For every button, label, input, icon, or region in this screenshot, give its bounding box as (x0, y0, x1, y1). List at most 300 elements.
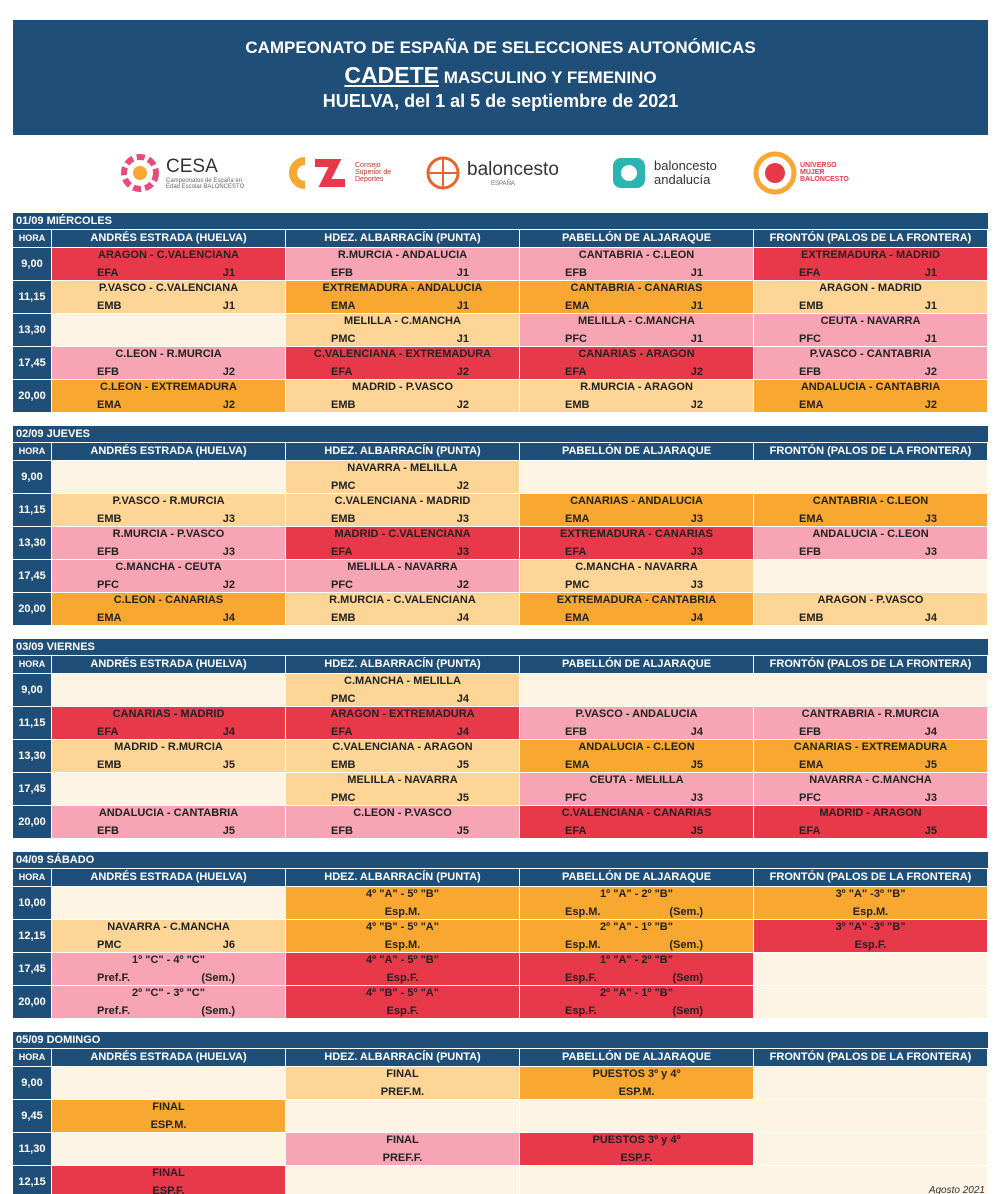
time-label: 17,45 (13, 773, 51, 805)
match-round: J2 (690, 366, 703, 378)
match-teams: C.MANCHA - CEUTA (115, 561, 222, 573)
title-line-1: CAMPEONATO DE ESPAÑA DE SELECCIONES AUTONÓMICAS (245, 38, 756, 57)
match-teams: CANTRABRIA - R.MURCIA (801, 708, 940, 720)
match-category: EMB (331, 513, 356, 525)
time-slot-row (13, 593, 988, 625)
match-category: Esp.F. (386, 972, 419, 984)
title-banner (13, 20, 988, 135)
match-cell (520, 1100, 753, 1132)
time-label: 20,00 (13, 380, 51, 412)
match-cell (754, 1067, 987, 1099)
match-teams: EXTREMADURA - ANDALUCIA (322, 282, 483, 294)
match-category: Esp.M. (384, 939, 421, 951)
column-header-row (13, 443, 988, 460)
match-cell (52, 707, 285, 739)
csd-logo (285, 140, 400, 205)
match-round: (Sem.) (669, 939, 703, 951)
match-cell (520, 986, 753, 1018)
match-teams: P.VASCO - ANDALUCIA (575, 708, 698, 720)
match-teams: C.VALENCIANA - ARAGON (332, 741, 473, 753)
match-cell (286, 806, 519, 838)
match-teams: ANDALUCIA - CANTABRIA (98, 807, 239, 819)
column-header-hora: HORA (13, 230, 51, 247)
day-block (13, 213, 988, 412)
match-category: EMB (331, 759, 356, 771)
match-cell (520, 674, 753, 706)
match-cell (754, 314, 987, 346)
match-category: PMC (97, 939, 122, 951)
match-cell (286, 494, 519, 526)
match-round: J5 (222, 759, 235, 771)
time-slot-row (13, 461, 988, 493)
match-cell (52, 560, 285, 592)
feb-logo (425, 140, 559, 205)
column-header-hora: HORA (13, 869, 51, 886)
match-category: EMB (97, 759, 122, 771)
match-category: PMC (331, 693, 356, 705)
match-teams: MADRID - C.VALENCIANA (334, 528, 471, 540)
match-teams: C.VALENCIANA - CANARIAS (561, 807, 712, 819)
match-cell (286, 560, 519, 592)
day-block (13, 426, 988, 625)
match-category: ESP.M. (618, 1086, 655, 1098)
match-teams: C.LEON - P.VASCO (353, 807, 452, 819)
match-teams: FINAL (386, 1068, 419, 1080)
match-cell (286, 707, 519, 739)
match-cell (52, 887, 285, 919)
time-label: 20,00 (13, 593, 51, 625)
match-category: EFB (799, 366, 821, 378)
match-teams: EXTREMADURA - CANTABRIA (556, 594, 717, 606)
match-teams: NAVARRA - C.MANCHA (809, 774, 932, 786)
match-cell (286, 527, 519, 559)
match-teams: CANTABRIA - CANARIAS (570, 282, 703, 294)
match-category: PFC (799, 333, 821, 345)
match-teams: NAVARRA - MELILLA (347, 462, 458, 474)
match-cell (520, 494, 753, 526)
match-round: J2 (456, 480, 469, 492)
match-cell (754, 707, 987, 739)
match-round: J2 (924, 399, 937, 411)
match-round: (Sem.) (669, 906, 703, 918)
time-label: 13,30 (13, 527, 51, 559)
match-round: J2 (456, 579, 469, 591)
match-cell (754, 740, 987, 772)
match-round: J3 (456, 546, 469, 558)
match-category: EMB (331, 612, 356, 624)
match-category: EFA (799, 825, 821, 837)
match-round: J1 (456, 333, 469, 345)
match-teams: 2º "A" - 1º "B" (600, 921, 673, 933)
match-cell (754, 593, 987, 625)
match-teams: ANDALUCIA - CANTABRIA (800, 381, 941, 393)
match-teams: MELILLA - NAVARRA (347, 561, 458, 573)
cesa-text: CESA (166, 155, 218, 177)
match-cell (520, 953, 753, 985)
column-header-aljaraque: PABELLÓN DE ALJARAQUE (520, 869, 753, 886)
match-teams: R.MURCIA - ANDALUCIA (337, 249, 468, 261)
time-slot-row (13, 347, 988, 379)
match-teams: R.MURCIA - C.VALENCIANA (329, 594, 476, 606)
match-cell (520, 347, 753, 379)
match-teams: MELILLA - C.MANCHA (344, 315, 461, 327)
match-cell (52, 953, 285, 985)
match-teams: CEUTA - MELILLA (589, 774, 684, 786)
time-label: 11,15 (13, 494, 51, 526)
match-cell (754, 773, 987, 805)
column-header-hora: HORA (13, 1049, 51, 1066)
match-cell (520, 461, 753, 493)
match-teams: P.VASCO - C.VALENCIANA (98, 282, 239, 294)
match-cell (52, 380, 285, 412)
match-cell (520, 1166, 753, 1194)
match-teams: EXTREMADURA - MADRID (801, 249, 940, 261)
feb-subtext: ESPAÑA (491, 180, 515, 187)
match-category: ESP.F. (152, 1185, 185, 1194)
time-label: 17,45 (13, 560, 51, 592)
match-cell (52, 248, 285, 280)
match-teams: R.MURCIA - P.VASCO (112, 528, 225, 540)
time-label: 13,30 (13, 314, 51, 346)
match-teams: C.VALENCIANA - EXTREMADURA (313, 348, 492, 360)
match-cell (520, 1067, 753, 1099)
match-cell (52, 674, 285, 706)
match-round: J6 (222, 939, 235, 951)
match-teams: C.VALENCIANA - MADRID (334, 495, 471, 507)
match-cell (754, 380, 987, 412)
match-teams: CANTABRIA - C.LEON (812, 495, 929, 507)
match-cell (286, 773, 519, 805)
match-cell (286, 740, 519, 772)
match-category: EFA (565, 366, 587, 378)
match-category: Esp.F. (854, 939, 887, 951)
match-teams: P.VASCO - CANTABRIA (809, 348, 932, 360)
match-teams: C.MANCHA - NAVARRA (575, 561, 698, 573)
match-round: J1 (924, 267, 937, 279)
match-category: ESP.M. (150, 1119, 187, 1131)
match-teams: NAVARRA - C.MANCHA (107, 921, 230, 933)
match-category: PFC (331, 579, 353, 591)
match-category: EFA (97, 726, 119, 738)
match-round: J1 (222, 267, 235, 279)
time-slot-row (13, 494, 988, 526)
day-title: 02/09 JUEVES (13, 426, 988, 442)
basketball-icon (425, 155, 461, 191)
match-round: J2 (924, 366, 937, 378)
match-category: Pref.F. (97, 1005, 131, 1017)
match-cell (520, 593, 753, 625)
match-cell (754, 281, 987, 313)
day-title: 01/09 MIÉRCOLES (13, 213, 988, 229)
match-teams: P.VASCO - R.MURCIA (112, 495, 225, 507)
match-cell (286, 1100, 519, 1132)
universo-mujer-text: UNIVERSO MUJER BALONCESTO (800, 162, 849, 183)
match-round: J1 (924, 300, 937, 312)
match-category: EFB (799, 546, 821, 558)
match-cell (520, 773, 753, 805)
column-header-fronton: FRONTÓN (PALOS DE LA FRONTERA) (754, 230, 987, 247)
match-teams: 2º "A" - 1º "B" (600, 987, 673, 999)
match-round: J1 (924, 333, 937, 345)
match-cell (52, 1133, 285, 1165)
match-teams: 4º "A" - 5º "B" (366, 954, 439, 966)
match-cell (754, 986, 987, 1018)
match-round: J3 (222, 513, 235, 525)
match-category: EMB (97, 513, 122, 525)
match-teams: MADRID - ARAGON (819, 807, 922, 819)
column-header-andres-estrada: ANDRÉS ESTRADA (HUELVA) (52, 1049, 285, 1066)
match-category: Esp.M. (565, 906, 601, 918)
time-slot-row (13, 707, 988, 739)
match-round: J5 (924, 825, 937, 837)
csd-text: Consejo Superior de Deportes (355, 162, 392, 183)
match-round: J1 (456, 300, 469, 312)
match-category: EMA (565, 759, 590, 771)
match-category: PMC (331, 333, 356, 345)
match-teams: ARAGON - P.VASCO (817, 594, 924, 606)
match-round: J1 (456, 267, 469, 279)
column-header-row (13, 869, 988, 886)
match-cell (754, 1100, 987, 1132)
match-cell (754, 347, 987, 379)
match-teams: 2º "C" - 3º "C" (132, 987, 205, 999)
match-cell (520, 380, 753, 412)
match-teams: 1º "A" - 2º "B" (600, 954, 673, 966)
time-label: 17,45 (13, 953, 51, 985)
cesa-logo (120, 140, 256, 205)
match-round: J5 (456, 825, 469, 837)
match-cell (286, 461, 519, 493)
universo-mujer-icon (750, 150, 800, 196)
match-teams: CANTABRIA - C.LEON (578, 249, 695, 261)
match-round: J4 (456, 693, 469, 705)
match-round: J4 (222, 612, 235, 624)
match-category: Esp.F. (386, 1005, 419, 1017)
match-round: J2 (456, 366, 469, 378)
match-cell (754, 887, 987, 919)
match-round: J1 (222, 300, 235, 312)
match-cell (754, 527, 987, 559)
match-category: EMA (799, 759, 824, 771)
match-cell (754, 248, 987, 280)
universo-mujer-logo (750, 140, 849, 205)
fab-icon (610, 155, 648, 191)
match-category: EFB (97, 825, 119, 837)
match-category: EMA (565, 300, 590, 312)
match-teams: CANARIAS - ANDALUCIA (570, 495, 703, 507)
column-header-albarracin: HDEZ. ALBARRACÍN (PUNTA) (286, 1049, 519, 1066)
match-teams: CANARIAS - ARAGON (578, 348, 695, 360)
time-label: 11,30 (13, 1133, 51, 1165)
column-header-aljaraque: PABELLÓN DE ALJARAQUE (520, 656, 753, 673)
match-cell (52, 806, 285, 838)
match-teams: C.LEON - EXTREMADURA (100, 381, 237, 393)
match-cell (520, 248, 753, 280)
time-slot-row (13, 527, 988, 559)
match-category: EFA (565, 546, 587, 558)
column-header-aljaraque: PABELLÓN DE ALJARAQUE (520, 443, 753, 460)
match-round: J5 (690, 825, 703, 837)
match-round: J5 (456, 792, 469, 804)
match-cell (52, 593, 285, 625)
match-category: EMB (331, 399, 356, 411)
match-round: J1 (690, 333, 703, 345)
match-round: J5 (456, 759, 469, 771)
match-cell (52, 773, 285, 805)
match-teams: C.LEON - CANARIAS (113, 594, 224, 606)
time-label: 9,00 (13, 248, 51, 280)
match-category: PMC (331, 480, 356, 492)
match-cell (286, 314, 519, 346)
csd-icon (285, 153, 355, 193)
day-block (13, 852, 988, 1018)
match-round: J3 (924, 546, 937, 558)
match-category: EFB (565, 267, 587, 279)
time-slot-row (13, 248, 988, 280)
title-line-2 (13, 62, 988, 89)
match-round: J4 (924, 726, 937, 738)
match-teams: MADRID - R.MURCIA (114, 741, 223, 753)
match-category: Esp.M. (384, 906, 421, 918)
match-teams: R.MURCIA - ARAGON (580, 381, 693, 393)
match-cell (754, 560, 987, 592)
time-slot-row (13, 953, 988, 985)
column-header-albarracin: HDEZ. ALBARRACÍN (PUNTA) (286, 656, 519, 673)
match-category: EFB (97, 546, 119, 558)
time-label: 9,00 (13, 461, 51, 493)
match-cell (754, 953, 987, 985)
column-header-andres-estrada: ANDRÉS ESTRADA (HUELVA) (52, 656, 285, 673)
match-round: (Sem.) (201, 1005, 235, 1017)
time-label: 20,00 (13, 806, 51, 838)
day-title: 03/09 VIERNES (13, 639, 988, 655)
match-cell (286, 953, 519, 985)
column-header-albarracin: HDEZ. ALBARRACÍN (PUNTA) (286, 443, 519, 460)
match-cell (52, 740, 285, 772)
time-label: 11,15 (13, 281, 51, 313)
column-header-hora: HORA (13, 656, 51, 673)
match-cell (52, 347, 285, 379)
match-round: J4 (456, 726, 469, 738)
match-round: J4 (690, 612, 703, 624)
match-round: (Sem.) (201, 972, 235, 984)
time-label: 9,00 (13, 1067, 51, 1099)
match-teams: 1º "C" - 4º "C" (132, 954, 205, 966)
column-header-albarracin: HDEZ. ALBARRACÍN (PUNTA) (286, 230, 519, 247)
column-header-andres-estrada: ANDRÉS ESTRADA (HUELVA) (52, 443, 285, 460)
match-category: ESP.F. (620, 1152, 653, 1164)
match-round: J5 (924, 759, 937, 771)
match-category: Esp.F. (565, 972, 597, 984)
time-slot-row (13, 674, 988, 706)
match-cell (52, 281, 285, 313)
match-cell (286, 1166, 519, 1194)
fab-logo (610, 140, 734, 205)
match-cell (520, 920, 753, 952)
match-round: J2 (222, 579, 235, 591)
match-cell (754, 1133, 987, 1165)
match-cell (286, 593, 519, 625)
time-label: 12,15 (13, 920, 51, 952)
time-slot-row (13, 773, 988, 805)
match-cell (520, 560, 753, 592)
match-cell (754, 806, 987, 838)
match-category: PREF.F. (382, 1152, 423, 1164)
match-cell (520, 806, 753, 838)
time-slot-row (13, 1166, 988, 1194)
column-header-fronton: FRONTÓN (PALOS DE LA FRONTERA) (754, 656, 987, 673)
day-block (13, 1032, 988, 1194)
match-teams: CANARIAS - MADRID (112, 708, 225, 720)
column-header-row (13, 230, 988, 247)
match-category: EFA (331, 366, 353, 378)
time-slot-row (13, 1133, 988, 1165)
cesa-subtext: Campeonatos de España en Edad Escolar BALONCESTO (166, 177, 245, 190)
match-teams: ARAGON - C.VALENCIANA (98, 249, 239, 261)
match-round: J5 (222, 825, 235, 837)
time-slot-row (13, 740, 988, 772)
title-cadete: CADETE (344, 62, 439, 88)
fab-text: baloncesto andalucía (654, 157, 717, 187)
match-category: Esp.M. (565, 939, 601, 951)
match-category: Esp.F. (565, 1005, 597, 1017)
day-title: 05/09 DOMINGO (13, 1032, 988, 1048)
time-label: 9,45 (13, 1100, 51, 1132)
time-label: 12,15 (13, 1166, 51, 1194)
footer-date: Agosto 2021 (928, 1185, 985, 1194)
match-round: J3 (690, 792, 703, 804)
column-header-andres-estrada: ANDRÉS ESTRADA (HUELVA) (52, 869, 285, 886)
match-category: EMB (799, 300, 824, 312)
match-category: EMA (799, 399, 824, 411)
match-cell (52, 527, 285, 559)
time-label: 20,00 (13, 986, 51, 1018)
column-header-row (13, 656, 988, 673)
match-cell (286, 1067, 519, 1099)
match-category: EFA (331, 726, 353, 738)
match-round: J4 (924, 612, 937, 624)
match-cell (520, 740, 753, 772)
match-cell (52, 1166, 285, 1194)
match-category: PFC (799, 792, 821, 804)
time-slot-row (13, 887, 988, 919)
title-location-dates: HUELVA, del 1 al 5 de septiembre de 2021 (322, 91, 679, 111)
match-cell (754, 461, 987, 493)
match-cell (754, 494, 987, 526)
match-category: PFC (97, 579, 119, 591)
match-category: EMA (331, 300, 356, 312)
title-category: MASCULINO Y FEMENINO (443, 68, 657, 87)
match-category: PMC (565, 579, 590, 591)
time-slot-row (13, 1100, 988, 1132)
match-round: J3 (222, 546, 235, 558)
time-slot-row (13, 1067, 988, 1099)
match-teams: 3º "A" -3º "B" (835, 888, 906, 900)
match-cell (520, 281, 753, 313)
match-teams: PUESTOS 3º y 4º (592, 1068, 681, 1080)
match-cell (520, 314, 753, 346)
match-cell (52, 461, 285, 493)
match-category: EFB (97, 366, 119, 378)
match-cell (286, 674, 519, 706)
match-category: EFA (97, 267, 119, 279)
match-cell (520, 1133, 753, 1165)
column-header-andres-estrada: ANDRÉS ESTRADA (HUELVA) (52, 230, 285, 247)
column-header-fronton: FRONTÓN (PALOS DE LA FRONTERA) (754, 1049, 987, 1066)
match-cell (286, 380, 519, 412)
match-cell (754, 674, 987, 706)
match-teams: C.MANCHA - MELILLA (344, 675, 461, 687)
